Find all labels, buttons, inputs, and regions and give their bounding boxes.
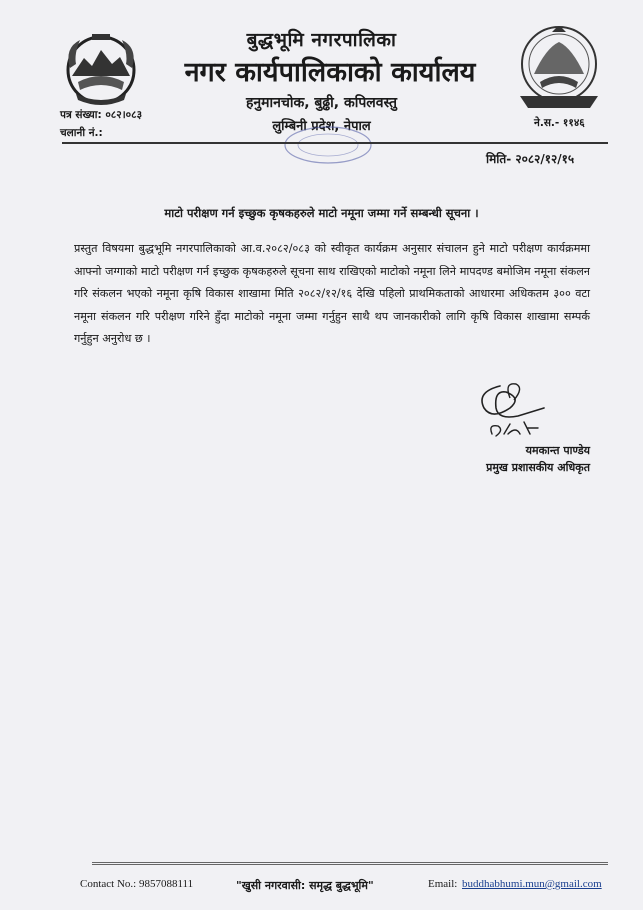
contact-number: Contact No.: 9857088111	[80, 878, 194, 890]
signatory-title: प्रमुख प्रशासकीय अधिकृत	[486, 461, 590, 474]
dispatch-number: चलानी नं.:	[60, 127, 103, 139]
notice-subject: माटो परीक्षण गर्न इच्छुक कृषकहरुले माटो नमूना जम्मा गर्ने सम्बन्धी सूचना ।	[164, 206, 479, 220]
nepal-sambat: ने.स.- ११४६	[534, 117, 585, 129]
office-title: नगर कार्यपालिकाको कार्यालय	[184, 57, 476, 88]
email-label: Email:	[428, 878, 458, 890]
email-link[interactable]: buddhabhumi.mun@gmail.com	[462, 878, 602, 890]
footer-divider	[92, 862, 608, 865]
letter-date: मिति- २०८२/१२/१५	[486, 152, 575, 166]
municipality-name: बुद्धभूमि नगरपालिका	[246, 29, 397, 51]
signatory-name: यमकान्त पाण्डेय	[525, 444, 590, 457]
office-province: लुम्बिनी प्रदेश, नेपाल	[272, 119, 371, 134]
slogan: "खुसी नगरवासी: समृद्ध बुद्धभूमि"	[236, 879, 374, 892]
header-divider	[62, 142, 608, 144]
office-stamp	[282, 124, 374, 166]
signature-icon	[470, 378, 560, 444]
letter-number: पत्र संख्या: ०८२।०८३	[60, 109, 143, 121]
notice-body: प्रस्तुत विषयमा बुद्धभूमि नगरपालिकाको आ.व.२०८२/०८३ को स्वीकृत कार्यक्रम अनुसार संचालन हुने माटो परीक्षण कार्यक्रममा आफ्नो जग्गाको माटो परीक्षण गर्न इच्छुक कृषकहरुले सूचना साथ राखिएको माटोको नमूना लिने मापदण्ड बमोजिम नमूना संकलन गरि संकलन भएको नमूना कृषि विकास शाखामा मिति २०८२/१२/१६ देखि पहिलो प्राथमिकताको आधारमा अधिकतम ३०० वटा नमूना संकलन गरि परीक्षण गरिने हुँदा माटोको नमूना जम्मा गर्नुहुन साथै थप जानकारीको लागि कृषि विकास शाखामा सम्पर्क गर्नुहुन अनुरोध छ ।	[74, 242, 590, 345]
office-address: हनुमानचोक, बुढ्ढी, कपिलवस्तु	[245, 95, 398, 111]
